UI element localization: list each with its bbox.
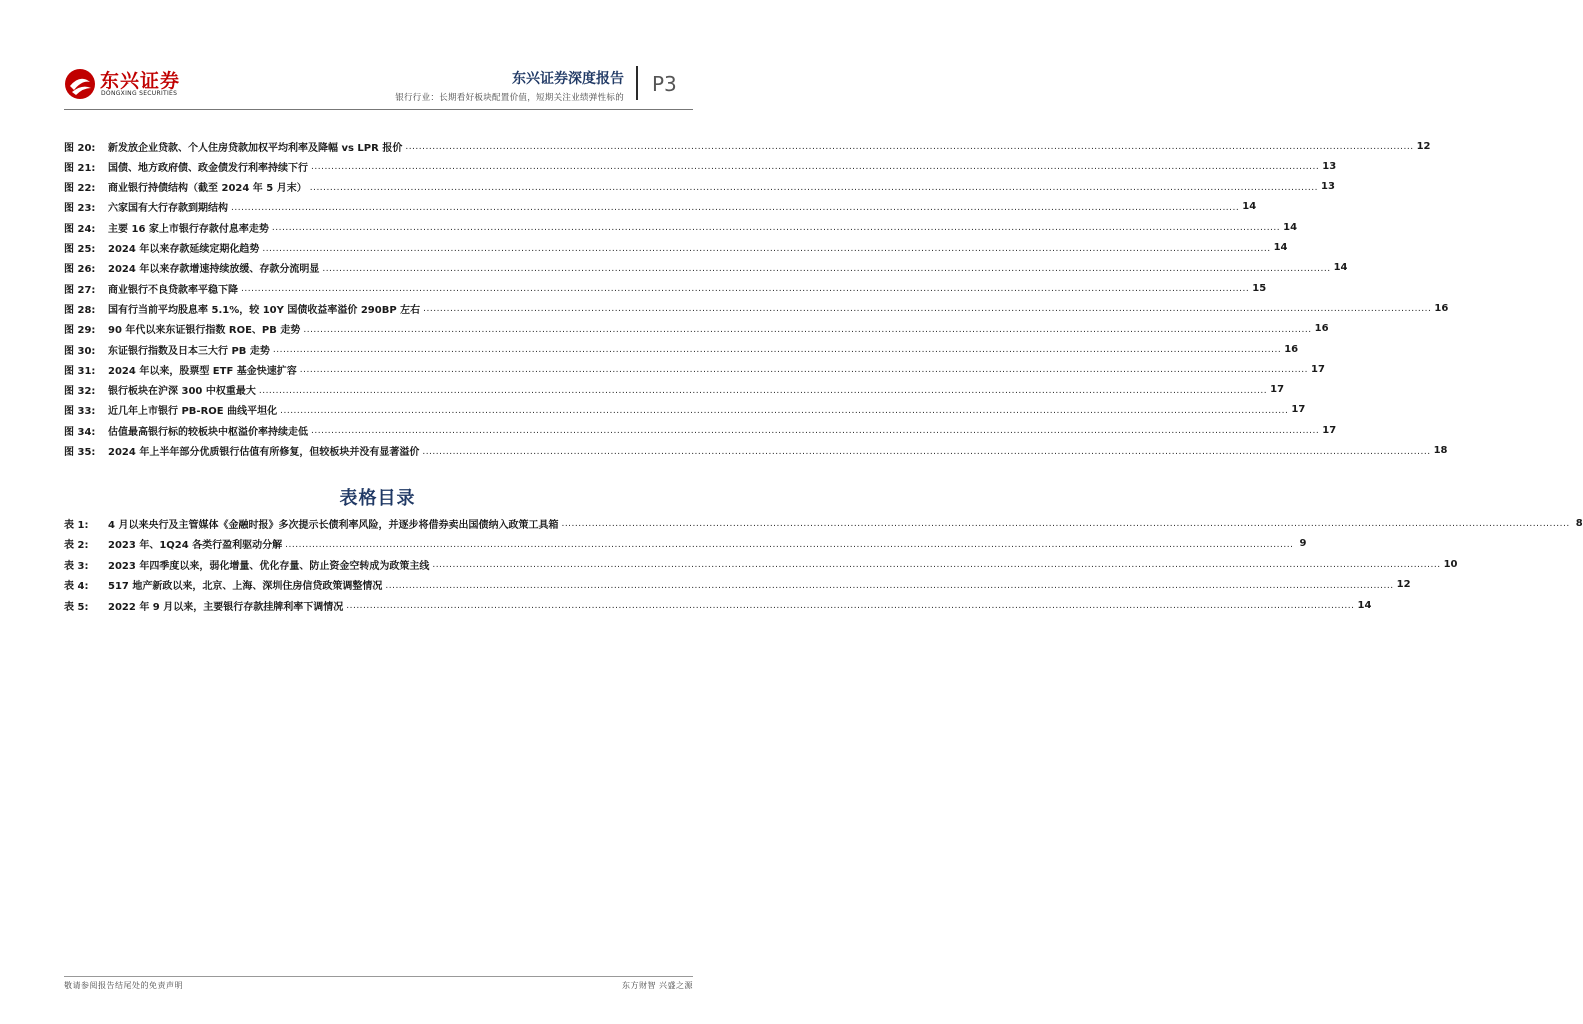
entry-label: 图 20: [64, 142, 96, 154]
entry-page-number: 16 [1314, 323, 1329, 335]
entry-label: 图 26: [64, 264, 96, 276]
dot-leader: ............................................................................................................................................................................................................................................................................................................ [262, 243, 1271, 254]
entry-page-number: 17 [1322, 424, 1337, 436]
figure-entry[interactable] [64, 441, 1448, 461]
entry-label: 表 1: [64, 519, 89, 531]
entry-title: 近几年上市银行 PB-ROE 曲线平坦化 [108, 406, 278, 418]
dot-leader: ............................................................................................................................................................................................................................................................................................................ [423, 304, 1432, 315]
figure-entry[interactable] [64, 238, 1288, 258]
entry-title: 2022 年 9 月以来，主要银行存款挂牌利率下调情况 [108, 601, 344, 613]
entry-title: 商业银行不良贷款率平稳下降 [108, 284, 238, 296]
entry-title: 主要 16 家上市银行存款付息率走势 [108, 223, 269, 235]
entry-page-number: 14 [1333, 262, 1348, 274]
dot-leader: ............................................................................................................................................................................................................................................................................................................ [258, 385, 1268, 396]
table-entry[interactable] [64, 575, 1411, 595]
figure-entry[interactable] [64, 380, 1285, 400]
report-subtitle: 银行行业：长期看好板块配置价值，短期关注业绩弹性标的 [395, 93, 624, 103]
dot-leader: ............................................................................................................................................................................................................................................................................................................ [285, 539, 1294, 550]
dot-leader: ............................................................................................................................................................................................................................................................................................................ [322, 263, 1331, 274]
entry-title: 90 年代以来东证银行指数 ROE、PB 走势 [108, 325, 301, 337]
logo-english-name: DONGXING SECURITIES [101, 90, 178, 97]
entry-title: 国有行当前平均股息率 5.1%，较 10Y 国债收益率溢价 290BP 左右 [108, 304, 421, 316]
entry-page-number: 16 [1434, 302, 1449, 314]
entry-label: 图 32: [64, 386, 96, 398]
entry-title: 六家国有大行存款到期结构 [108, 203, 228, 215]
entry-title: 估值最高银行标的较板块中枢溢价率持续走低 [108, 426, 308, 438]
entry-page-number: 17 [1311, 363, 1325, 375]
entry-title: 2024 年上半年部分优质银行估值有所修复，但较板块并没有显著溢价 [108, 447, 420, 458]
entry-title: 4 月以来央行及主管媒体《金融时报》多次提示长债利率风险，并逐步将借券卖出国债纳入政策工具箱 [108, 519, 559, 531]
entry-label: 图 22: [64, 183, 96, 195]
entry-label: 图 35: [64, 447, 96, 458]
figure-entry[interactable] [64, 278, 1267, 298]
entry-title: 2024 年以来存款延续定期化趋势 [108, 244, 260, 255]
dot-leader: ............................................................................................................................................................................................................................................................................................................ [241, 284, 1250, 295]
dot-leader: ............................................................................................................................................................................................................................................................................................................ [311, 162, 1320, 173]
footer-slogan: 东方财智 兴盛之源 [621, 981, 693, 990]
entry-page-number: 13 [1320, 181, 1335, 193]
entry-title: 2024 年以来，股票型 ETF 基金快速扩容 [108, 365, 297, 377]
entry-title: 2024 年以来存款增速持续放缓、存款分流明显 [108, 264, 320, 276]
header-divider [636, 66, 638, 100]
figure-entry[interactable] [64, 298, 1449, 318]
tables-section-title: 表格目录 [339, 488, 416, 509]
figure-entry[interactable] [64, 156, 1337, 176]
entry-page-number: 16 [1284, 343, 1299, 355]
page-number: P3 [652, 72, 677, 96]
entry-page-number: 17 [1291, 404, 1306, 416]
table-entry[interactable] [64, 595, 1372, 615]
entry-label: 表 3: [64, 560, 89, 572]
table-entry[interactable] [64, 534, 1307, 554]
entry-title: 2023 年四季度以来，弱化增量、优化存量、防止资金空转成为政策主线 [108, 560, 430, 572]
figure-entry[interactable] [64, 319, 1329, 339]
dot-leader: ............................................................................................................................................................................................................................................................................................................ [280, 405, 1289, 416]
dot-leader: ............................................................................................................................................................................................................................................................................................................ [385, 580, 1394, 591]
logo-chinese-name: 东兴证券 [100, 70, 181, 92]
entry-label: 图 33: [64, 406, 96, 418]
entry-label: 图 27: [64, 284, 96, 296]
entry-page-number: 15 [1252, 282, 1267, 294]
entry-page-number: 18 [1433, 445, 1448, 456]
entry-title: 新发放企业贷款、个人住房贷款加权平均利率及降幅 vs LPR 报价 [108, 142, 403, 154]
dot-leader: ............................................................................................................................................................................................................................................................................................................ [309, 182, 1318, 193]
entry-label: 图 31: [64, 365, 96, 377]
dot-leader: ............................................................................................................................................................................................................................................................................................................ [303, 324, 1312, 335]
entry-page-number: 14 [1242, 201, 1257, 213]
page-header [0, 0, 755, 110]
table-entry[interactable] [64, 554, 1458, 574]
footer-disclaimer: 敬请参阅报告结尾处的免责声明 [64, 981, 183, 990]
figure-entry[interactable] [64, 197, 1257, 217]
entry-label: 图 30: [64, 345, 96, 357]
entry-title: 商业银行持债结构（截至 2024 年 5 月末） [108, 183, 307, 195]
entry-page-number: 14 [1283, 221, 1298, 233]
entry-label: 图 34: [64, 426, 96, 438]
entry-label: 图 25: [64, 244, 96, 255]
entry-label: 表 2: [64, 540, 89, 551]
entry-title: 东证银行指数及日本三大行 PB 走势 [108, 345, 270, 357]
dot-leader: ............................................................................................................................................................................................................................................................................................................ [405, 142, 1414, 152]
figure-entry[interactable] [64, 400, 1306, 420]
figure-entry[interactable] [64, 359, 1325, 379]
dot-leader: ............................................................................................................................................................................................................................................................................................................ [272, 345, 1282, 355]
entry-page-number: 12 [1416, 140, 1431, 152]
entry-label: 表 5: [64, 601, 89, 613]
entry-page-number: 8 [1575, 517, 1583, 529]
table-entry[interactable] [64, 513, 1583, 533]
header-rule [64, 109, 693, 110]
entry-page-number: 9 [1299, 538, 1307, 549]
dot-leader: ............................................................................................................................................................................................................................................................................................................ [432, 560, 1441, 570]
entry-title: 2023 年、1Q24 各类行盈利驱动分解 [108, 540, 283, 551]
footer-rule [64, 976, 693, 977]
entry-page-number: 13 [1322, 160, 1337, 172]
figure-entry[interactable] [64, 258, 1348, 278]
entry-label: 图 21: [64, 162, 96, 174]
figure-entry[interactable] [64, 136, 1431, 156]
entry-label: 图 24: [64, 223, 96, 235]
entry-page-number: 12 [1396, 579, 1411, 590]
dot-leader: ............................................................................................................................................................................................................................................................................................................ [299, 365, 1309, 376]
dot-leader: ............................................................................................................................................................................................................................................................................................................ [346, 601, 1355, 611]
entry-page-number: 14 [1357, 599, 1372, 611]
entry-title: 国债、地方政府债、政金债发行利率持续下行 [108, 162, 308, 174]
figure-entry[interactable] [64, 339, 1299, 359]
dot-leader: ............................................................................................................................................................................................................................................................................................................ [561, 519, 1570, 529]
dot-leader: ............................................................................................................................................................................................................................................................................................................ [231, 202, 1240, 213]
entry-label: 图 28: [64, 304, 96, 316]
entry-page-number: 14 [1273, 242, 1288, 253]
company-logo [64, 68, 214, 104]
dot-leader: ............................................................................................................................................................................................................................................................................................................ [271, 223, 1281, 234]
entry-page-number: 10 [1443, 558, 1458, 570]
dot-leader: ............................................................................................................................................................................................................................................................................................................ [422, 446, 1431, 457]
report-title: 东兴证券深度报告 [512, 71, 624, 87]
entry-label: 图 23: [64, 203, 96, 215]
figure-entry[interactable] [64, 420, 1337, 440]
dot-leader: ............................................................................................................................................................................................................................................................................................................ [311, 426, 1320, 437]
logo-mark-icon [64, 68, 96, 100]
entry-page-number: 17 [1270, 384, 1285, 396]
figure-entry[interactable] [64, 177, 1335, 197]
entry-title: 517 地产新政以来，北京、上海、深圳住房信贷政策调整情况 [108, 581, 383, 592]
entry-title: 银行板块在沪深 300 中权重最大 [108, 386, 256, 398]
entry-label: 图 29: [64, 325, 96, 337]
figure-entry[interactable] [64, 217, 1298, 237]
entry-label: 表 4: [64, 581, 89, 592]
